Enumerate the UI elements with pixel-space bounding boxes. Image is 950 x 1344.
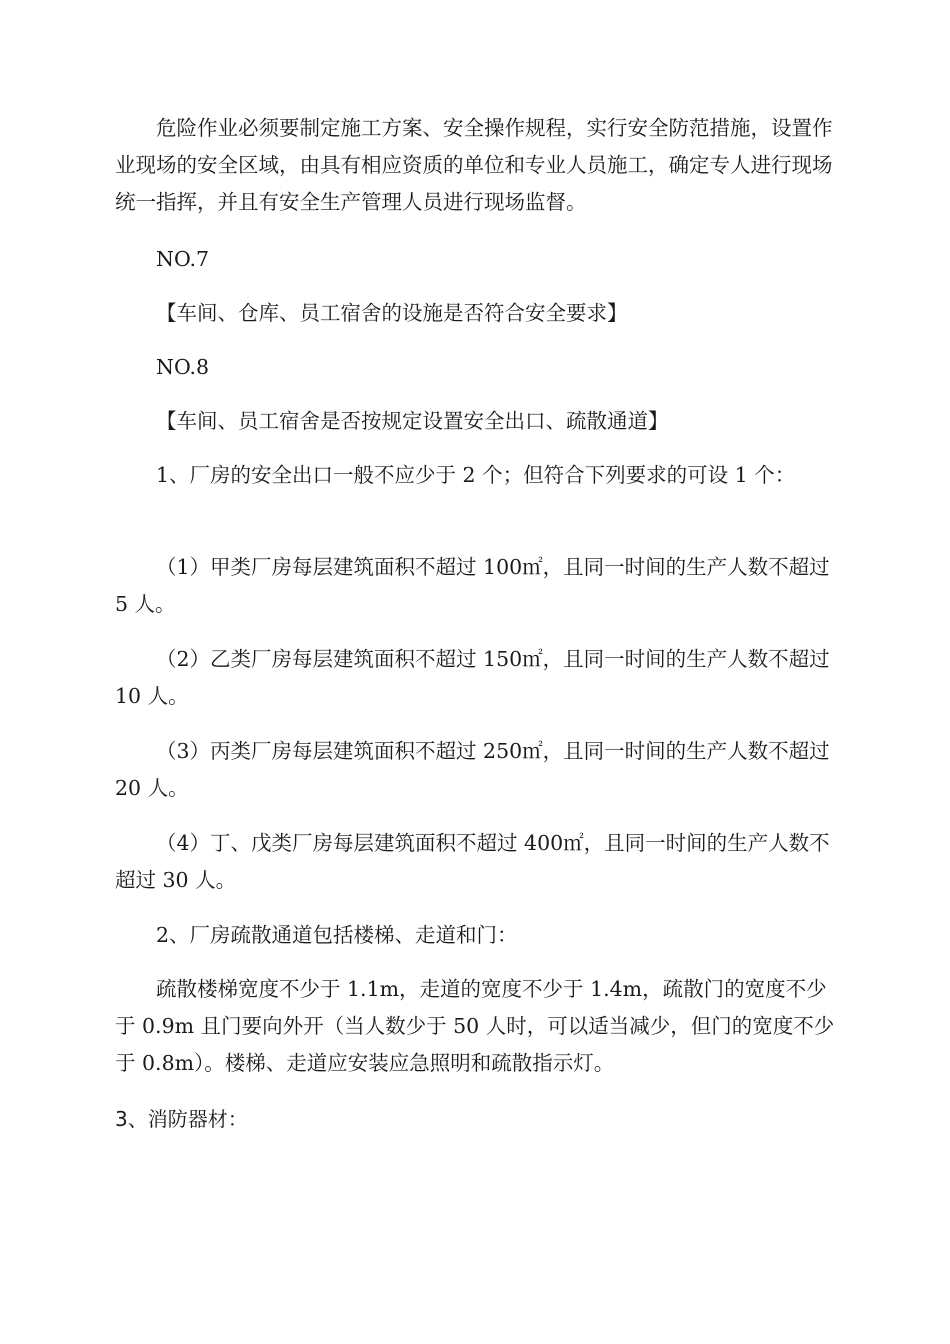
section-heading-exits: 【车间、员工宿舍是否按规定设置安全出口、疏散通道】 bbox=[156, 409, 669, 433]
paragraph-evacuation-routes: 2、厂房疏散通道包括楼梯、走道和门： bbox=[156, 923, 518, 947]
section-heading-fire-equipment: 3、消防器材： bbox=[115, 1107, 248, 1131]
paragraph-class-b: （2）乙类厂房每层建筑面积不超过 150㎡，且同一时间的生产人数不超过 10 人。 bbox=[115, 647, 830, 708]
paragraph-hazardous-work: 危险作业必须要制定施工方案、安全操作规程，实行安全防范措施，设置作业现场的安全区域，由具有相应资质的单位和专业人员施工，确定专人进行现场统一指挥，并且有安全生产管理人员进行现场监督。 bbox=[115, 116, 833, 214]
section-heading-facilities: 【车间、仓库、员工宿舍的设施是否符合安全要求】 bbox=[156, 301, 628, 325]
section-number-7: NO.7 bbox=[156, 247, 210, 271]
paragraph-exit-count: 1、厂房的安全出口一般不应少于 2 个；但符合下列要求的可设 1 个： bbox=[156, 463, 796, 487]
section-number-8: NO.8 bbox=[156, 355, 210, 379]
paragraph-evacuation-widths: 疏散楼梯宽度不少于 1.1m，走道的宽度不少于 1.4m，疏散门的宽度不少于 0.9m 且门要向外开（当人数少于 50 人时，可以适当减少，但门的宽度不少于 0.8m）。楼梯、走道应安装应急照明和疏散指示灯。 bbox=[115, 977, 835, 1075]
paragraph-class-c: （3）丙类厂房每层建筑面积不超过 250㎡，且同一时间的生产人数不超过 20 人。 bbox=[115, 739, 830, 800]
paragraph-class-a: （1）甲类厂房每层建筑面积不超过 100㎡，且同一时间的生产人数不超过 5 人。 bbox=[115, 555, 830, 616]
paragraph-class-d-e: （4）丁、戊类厂房每层建筑面积不超过 400㎡，且同一时间的生产人数不超过 30 人。 bbox=[115, 831, 830, 892]
